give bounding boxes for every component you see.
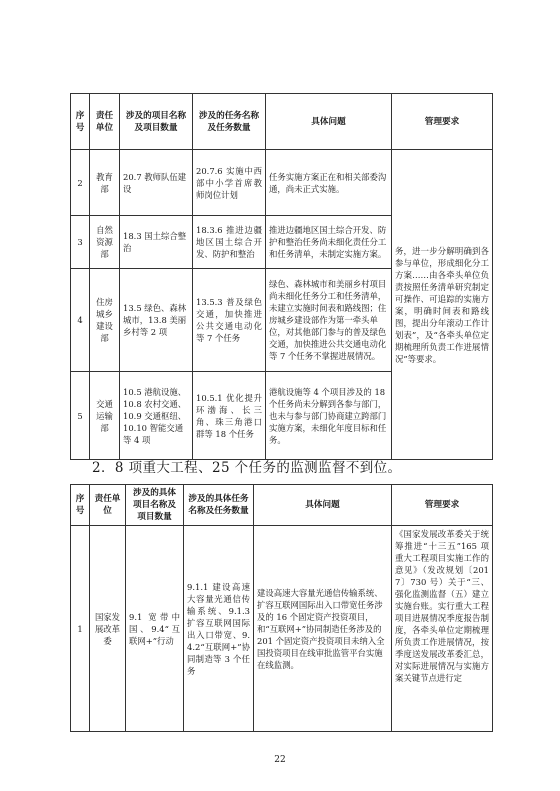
row-no: 2 [71, 150, 90, 216]
monitoring-table [70, 484, 493, 732]
header-no: 序号 [71, 485, 90, 526]
row-problem: 绿色、森林城市和美丽乡村项目尚未细化任务分工和任务清单，未建立实施时间表和路线图；住房城乡建设部作为第一牵头单位，对其他部门参与的普及绿色交通，加快推进公共交通电动化等 7 个任务不掌握进展情况。 [266, 269, 392, 372]
row-problem: 建设高速大容量光通信传输系统、扩容互联网国际出入口带宽任务涉及的 16 个固定资产投资项目，和“互联网+”协同制造任务涉及的 201 个固定资产投资项目未纳入全国投资项目在线审批监管平台实施在线监测。 [254, 526, 392, 732]
header-unit: 责任单位 [90, 485, 126, 526]
row-unit: 教育部 [90, 150, 120, 216]
header-tasks: 涉及的任务名称及任务数量 [193, 94, 266, 150]
row-tasks: 20.7.6 实施中西部中小学首席教师岗位计划 [193, 150, 266, 216]
header-problem: 具体问题 [254, 485, 392, 526]
row-no: 5 [71, 372, 90, 460]
table-row [71, 150, 493, 216]
row-projects: 18.3 国土综合整治 [120, 216, 193, 269]
header-projects: 涉及的项目名称及项目数量 [120, 94, 193, 150]
row-unit: 自然资源部 [90, 216, 120, 269]
header-problem: 具体问题 [266, 94, 392, 150]
header-no: 序号 [71, 94, 90, 150]
table-row [71, 526, 493, 732]
row-projects: 13.5 绿色、森林城市，13.8 美丽乡村等 2 项 [120, 269, 193, 372]
row-tasks: 18.3.6 推进边疆地区国土综合开发、防护和整治 [193, 216, 266, 269]
page-number: 22 [274, 755, 286, 765]
row-no: 1 [71, 526, 90, 732]
header-projects: 涉及的具体项目名称及项目数量 [126, 485, 184, 526]
row-projects: 9.1 宽带中国、9.4“互联网+”行动 [126, 526, 184, 732]
section-heading: 2．8 项重大工程、25 个任务的监测监督不到位。 [92, 460, 402, 476]
header-requirement: 管理要求 [392, 94, 493, 150]
management-requirement: 务，进一步分解明确到各参与单位，形成细化分工方案……由各牵头单位负责按照任务清单研究制定可操作、可追踪的实施方案，明确时间表和路线图，提出分年滚动工作计划表”，及“各牵头单位定期梳理所负责工作进展情况”等要求。 [392, 150, 493, 460]
tasks-table-continued [70, 93, 493, 460]
row-unit: 住房城乡建设部 [90, 269, 120, 372]
row-unit: 交通运输部 [90, 372, 120, 460]
header-requirement: 管理要求 [392, 485, 493, 526]
row-unit: 国家发展改革委 [90, 526, 126, 732]
row-tasks: 9.1.1 建设高速大容量光通信传输系统、9.1.3 扩容互联网国际出入口带宽、9.4.2“互联网+”协同制造等 3 个任务 [184, 526, 254, 732]
row-problem: 任务实施方案正在和相关部委沟通，尚未正式实施。 [266, 150, 392, 216]
row-problem: 港航设施等 4 个项目涉及的 18 个任务尚未分解到各参与部门，也未与参与部门协商建立跨部门实施方案，未细化年度目标和任务。 [266, 372, 392, 460]
row-tasks: 10.5.1 优化提升环渤海、长三角、珠三角港口群等 18 个任务 [193, 372, 266, 460]
row-requirement: 《国家发展改革委关于统筹推进“十三五”165 项重大工程项目实施工作的意见》（发改规划〔2017〕730 号）关于“三、强化监测监督（五）建立实施台账。实行重大工程项目进展情况季度报告制度，各牵头单位定期梳理所负责工作进展情况，按季度送发展改革委汇总，对实际进展情况与实施方案关键节点进行定 [392, 526, 493, 732]
row-projects: 20.7 教师队伍建设 [120, 150, 193, 216]
row-no: 3 [71, 216, 90, 269]
row-no: 4 [71, 269, 90, 372]
header-unit: 责任单位 [90, 94, 120, 150]
row-projects: 10.5 港航设施、10.8 农村交通、10.9 交通枢纽、10.10 智能交通等 4 项 [120, 372, 193, 460]
header-tasks: 涉及的具体任务名称及任务数量 [184, 485, 254, 526]
row-tasks: 13.5.3 普及绿色交通，加快推进公共交通电动化等 7 个任务 [193, 269, 266, 372]
row-problem: 推进边疆地区国土综合开发、防护和整治任务尚未细化责任分工和任务清单，未制定实施方案。 [266, 216, 392, 269]
